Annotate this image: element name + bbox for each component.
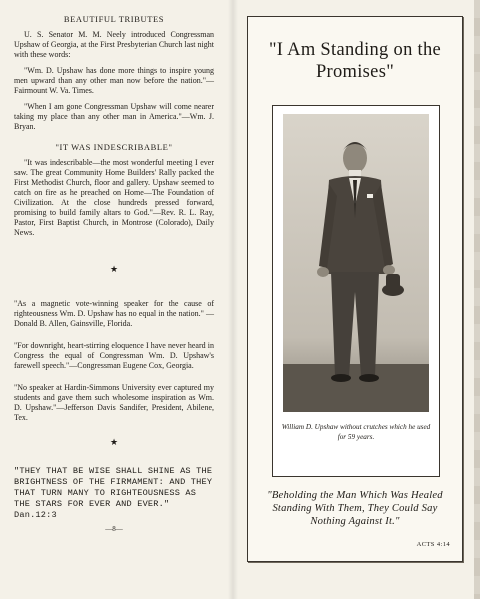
star-divider-2: ★ bbox=[109, 437, 119, 447]
left-page bbox=[14, 14, 214, 584]
quote-sandifer: "No speaker at Hardin-Simmons University ever captured my students and gave them such wholesome inspiration as Wm. D. Upshaw."—Jefferson Davis Sandifer, President, Abilene, Tex. bbox=[14, 383, 214, 422]
page-title: "I Am Standing on the Promises" bbox=[268, 40, 442, 82]
page-edge bbox=[474, 0, 480, 599]
tributes-paragraph-1: U. S. Senator M. M. Neely introduced Congressman Upshaw of Georgia, at the First Presbyterian Church last night with these words: bbox=[14, 30, 214, 59]
quote-cox: "For downright, heart-stirring eloquence I have never heard in Congress the equal of Congressman Wm. D. Upshaw's farewell speech."—Congressman Eugene Cox, Georgia. bbox=[14, 341, 214, 370]
tributes-paragraph-3: "When I am gone Congressman Upshaw will come nearer taking my place than any other man in America."—Wm. J. Bryan. bbox=[14, 102, 214, 131]
star-divider-1: ★ bbox=[109, 264, 119, 274]
photo-frame bbox=[272, 105, 440, 477]
standing-man-illustration bbox=[283, 114, 429, 412]
title-box bbox=[258, 39, 452, 83]
scripture-quote: "Beholding the Man Which Was Healed Standing With Them, They Could Say Nothing Against It." bbox=[267, 490, 443, 527]
page-number: —8— bbox=[105, 525, 123, 533]
tributes-paragraph-2: "Wm. D. Upshaw has done more things to inspire young men upward than any other man now before the nation."—Fairmount W. Va. Times. bbox=[14, 66, 214, 95]
photo-caption: William D. Upshaw without crutches which he used for 59 years. bbox=[281, 423, 431, 441]
indescribable-paragraph: "It was indescribable—the most wonderful meeting I ever saw. The great Community Home Builders' Rally packed the First Methodist Church, floor and gallery. Upshaw seemed to catch on fire as he preached on Home—The Foundation of Civilization. At the close hundreds pressed forward, promising to build family altars to God."—Rev. R. L. Ray, Pastor, First Baptist Church, in Montrose (Colorado), Daily News. bbox=[14, 158, 214, 237]
tributes-heading: BEAUTIFUL TRIBUTES bbox=[63, 14, 165, 24]
right-page bbox=[247, 16, 463, 562]
daniel-verse: "THEY THAT BE WISE SHALL SHINE AS THE BRIGHTNESS OF THE FIRMAMENT: AND THEY THAT TURN MANY TO RIGHTEOUSNESS AS THE STARS FOR EVER AND EVER." Dan.12:3 bbox=[14, 466, 213, 520]
page-fold bbox=[228, 0, 238, 599]
portrait-photo bbox=[283, 114, 429, 412]
quote-allen: "As a magnetic vote-winning speaker for the cause of righteousness Wm. D. Upshaw has no equal in the nation." — Donald B. Allen, Gainsville, Florida. bbox=[14, 299, 214, 328]
indescribable-heading: "IT WAS INDESCRIBABLE" bbox=[55, 142, 173, 152]
scripture-reference: ACTS 4:14 bbox=[416, 541, 450, 548]
